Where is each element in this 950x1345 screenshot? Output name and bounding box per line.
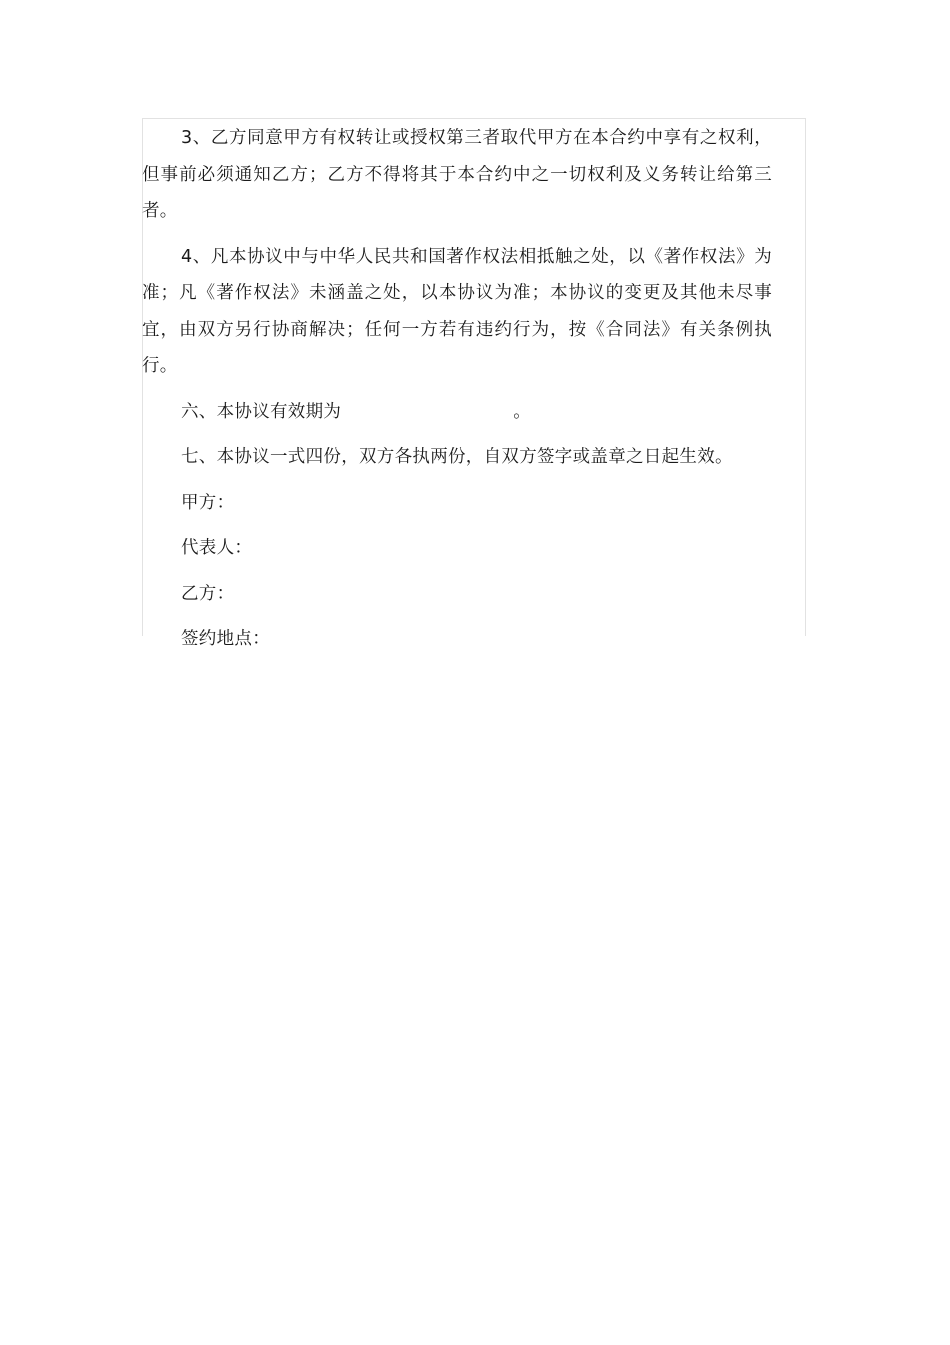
document-body	[142, 120, 772, 658]
party-b-label: 乙方：	[181, 583, 235, 604]
representative-label: 代表人：	[181, 538, 253, 558]
validity-label: 六、本协议有效期为	[181, 401, 342, 422]
validity-clause	[142, 394, 772, 431]
party-a-label: 甲方：	[181, 492, 235, 513]
validity-end: 。	[513, 401, 532, 422]
copies-clause: 七、本协议一式四份，双方各执两份，自双方签字或盖章之日起生效。	[181, 447, 733, 467]
clause-3: 3、乙方同意甲方有权转让或授权第三者取代甲方在本合约中享有之权利，但事前必须通知乙方；乙方不得将其于本合约中之一切权利及义务转让给第三者。	[142, 128, 772, 221]
clause-4: 4、凡本协议中与中华人民共和国著作权法相抵触之处，以《著作权法》为准；凡《著作权法》未涵盖之处，以本协议为准；本协议的变更及其他未尽事宜，由双方另行协商解决；任何一方若有违约行为，按《合同法》有关条例执行。	[142, 246, 772, 376]
signing-place-label: 签约地点：	[181, 629, 270, 649]
